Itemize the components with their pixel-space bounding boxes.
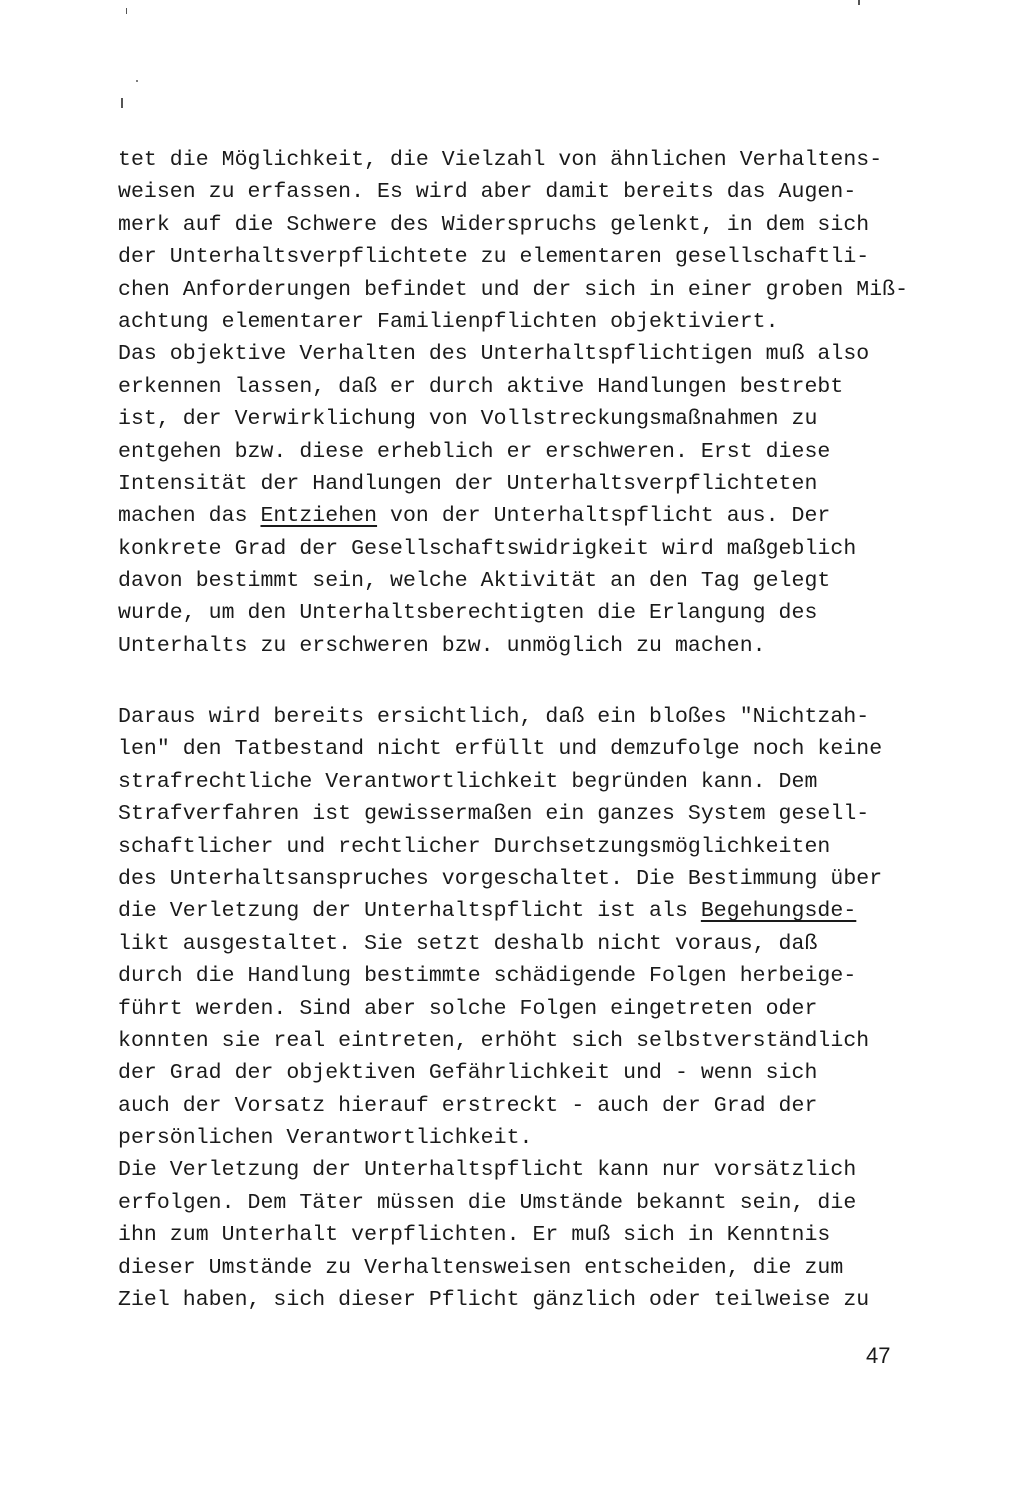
text-line: des Unterhaltsanspruches vorgeschaltet. Die Bestimmung über [118, 866, 883, 891]
text-line: persönlichen Verantwortlichkeit. [118, 1126, 533, 1151]
text-line: likt ausgestaltet. Sie setzt deshalb nicht voraus, daß [118, 931, 818, 956]
text-line: konnten sie real eintreten, erhöht sich selbstverständlich [118, 1028, 870, 1053]
text-line [118, 895, 938, 927]
text-line: wurde, um den Unterhaltsberechtigten die Erlangung des [118, 601, 818, 626]
text-segment: die Verletzung der Unterhaltspflicht ist als [118, 899, 701, 924]
text-line: weisen zu erfassen. Es wird aber damit bereits das Augen- [118, 180, 857, 205]
scan-mark [121, 98, 123, 108]
text-line: schaftlicher und rechtlicher Durchsetzungsmöglichkeiten [118, 834, 831, 859]
text-line: Daraus wird bereits ersichtlich, daß ein bloßes "Nichtzah- [118, 705, 870, 729]
text-line: achtung elementarer Familienpflichten objektiviert. [118, 309, 779, 334]
text-line: tet die Möglichkeit, die Vielzahl von ähnlichen Verhaltens- [118, 148, 883, 172]
text-line: len" den Tatbestand nicht erfüllt und demzufolge noch keine [118, 737, 883, 762]
text-line: dieser Umstände zu Verhaltensweisen entscheiden, die zum [118, 1255, 844, 1280]
text-line: davon bestimmt sein, welche Aktivität an den Tag gelegt [118, 569, 831, 594]
text-line: durch die Handlung bestimmte schädigende Folgen herbeige- [118, 964, 857, 989]
text-line: ist, der Verwirklichung von Vollstreckungsmaßnahmen zu [118, 407, 818, 432]
text-line: erfolgen. Dem Täter müssen die Umstände bekannt sein, die [118, 1190, 857, 1215]
text-line: führt werden. Sind aber solche Folgen eingetreten oder [118, 996, 818, 1021]
underlined-term: Entziehen [260, 504, 378, 529]
text-line: Das objektive Verhalten des Unterhaltspflichtigen muß also [118, 342, 870, 367]
text-line: chen Anforderungen befindet und der sich in einer groben Miß- [118, 277, 909, 302]
text-line: erkennen lassen, daß er durch aktive Handlungen bestrebt [118, 374, 844, 399]
text-line: Die Verletzung der Unterhaltspflicht kann nur vorsätzlich [118, 1158, 857, 1183]
text-line: Unterhalts zu erschweren bzw. unmöglich zu machen. [118, 633, 766, 658]
scan-mark [136, 80, 138, 82]
text-line [118, 500, 938, 532]
text-line: ihn zum Unterhalt verpflichten. Er muß sich in Kenntnis [118, 1223, 831, 1248]
text-line: Strafverfahren ist gewissermaßen ein ganzes System gesell- [118, 802, 870, 827]
text-line: der Grad der objektiven Gefährlichkeit und - wenn sich [118, 1061, 818, 1086]
scan-mark [126, 8, 127, 14]
text-line: merk auf die Schwere des Widerspruchs gelenkt, in dem sich [118, 212, 870, 237]
paragraph-1 [118, 144, 938, 662]
paragraph-2 [118, 701, 938, 1316]
text-line: strafrechtliche Verantwortlichkeit begründen kann. Dem [118, 769, 818, 794]
text-segment: machen das [118, 504, 261, 529]
page-number: 47 [866, 1343, 891, 1368]
underlined-term: Begehungsde- [700, 899, 857, 924]
text-segment: von der Unterhaltspflicht aus. Der [377, 504, 831, 529]
text-line: konkrete Grad der Gesellschaftswidrigkeit wird maßgeblich [118, 536, 857, 561]
text-line: Intensität der Handlungen der Unterhaltsverpflichteten [118, 471, 818, 496]
text-line: entgehen bzw. diese erheblich er erschweren. Erst diese [118, 439, 831, 464]
scan-mark [858, 0, 860, 5]
text-line: Ziel haben, sich dieser Pflicht gänzlich oder teilweise zu [118, 1288, 870, 1313]
text-line: auch der Vorsatz hierauf erstreckt - auch der Grad der [118, 1093, 818, 1118]
text-line: der Unterhaltsverpflichtete zu elementaren gesellschaftli- [118, 245, 870, 270]
